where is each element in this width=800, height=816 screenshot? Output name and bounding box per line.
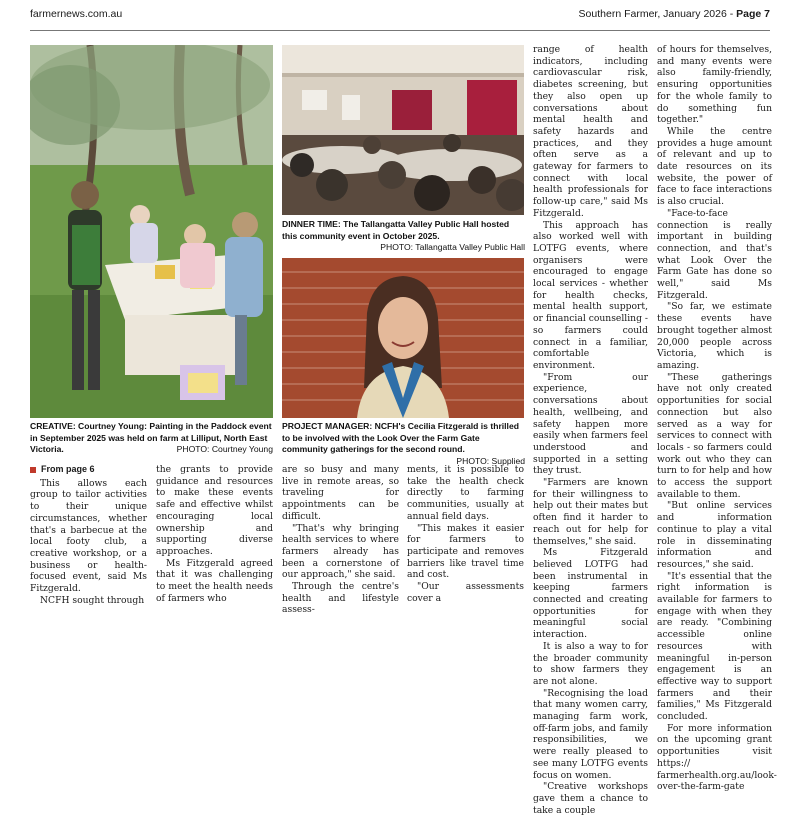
- manager-caption-text: PROJECT MANAGER: NCFH's Cecilia Fitzgerald is thrilled to be involved with the Look Over the Farm Gate community gatherings for the second round.: [282, 421, 519, 454]
- paragraph: ments, it is possible to take the health check directly to farming communities, usually at annual field days.: [407, 464, 524, 522]
- square-bullet-icon: [30, 467, 36, 473]
- paragraph: range of health indicators, including cardiovascular risk, diabetes screening, but they also open up conversations about mental health and safety hazards and practices, and they often serve as a gateway for farmers to connect with local health professionals for follow-up care," said Ms Fitzgerald.: [533, 44, 648, 219]
- site-name: farmernews.com.au: [30, 8, 123, 20]
- continued-from-label: From page 6: [41, 464, 95, 474]
- paragraph: Ms Fitzgerald agreed that it was challenging to meet the health needs of farmers who: [156, 557, 273, 604]
- paragraph: "So far, we estimate these events have brought together almost 20,000 people across Victoria, which is amazing.: [657, 301, 772, 371]
- paragraph: "It's essential that the right information is available for farmers to engage with when they are ready. "Combining accessible online resources with meaningful in-person engagement is an effective way to support farmers and their families," Ms Fitzgerald concluded.: [657, 570, 772, 723]
- painting-credit: PHOTO: Courtney Young: [176, 444, 273, 454]
- hall-caption: [282, 219, 525, 254]
- paragraph: "From our experience, conversations about health, wellbeing, and safety happen more easily when farmers feel understood and supported in a setting they trust.: [533, 371, 648, 477]
- article-column-3: [282, 464, 399, 616]
- paragraph: "But online services and information continue to play a vital role in disseminating information and resources," she said.: [657, 500, 772, 570]
- issue-line: [579, 8, 770, 20]
- article-column-6: [657, 44, 777, 793]
- paragraph: "Recognising the load that many women carry, managing farm work, off-farm jobs, and family responsibilities, we were really pleased to see many LOTFG events focus on women.: [533, 687, 648, 781]
- header-rule: [30, 30, 770, 31]
- paragraph: Through the centre's health and lifestyle assess-: [282, 581, 399, 616]
- continued-from: [30, 464, 147, 476]
- hall-caption-text: DINNER TIME: The Tallangatta Valley Public Hall hosted this community event in October 2025.: [282, 219, 510, 241]
- paragraph: "Face-to-face connection is really important in building connection, and that's what Look Over the Farm Gate has done so well," said Ms Fitzgerald.: [657, 207, 772, 301]
- hall-credit: PHOTO: Tallangatta Valley Public Hall: [380, 242, 525, 252]
- paragraph: For more information on the upcoming grant opportunities visit https:// farmerhealth.org.au/look-over-the-farm-gate: [657, 722, 777, 793]
- paragraph: "This makes it easier for farmers to participate and removes barriers like travel time and cost.: [407, 522, 524, 581]
- issue-text: Southern Farmer, January 2026 -: [578, 8, 737, 20]
- paragraph: This allows each group to tailor activities to their unique circumstances, whether that's a barbecue at the local footy club, a creative workshop, or a business or health-focused event, said Ms Fitzgerald.: [30, 477, 147, 595]
- article-column-5: [533, 44, 648, 816]
- paragraph: "That's why bringing health services to where farmers already has been a cornerstone of our approach," she said.: [282, 522, 399, 581]
- paragraph: This approach has also worked well with LOTFG events, where organisers were encouraged to engage local services - whether for health checks, mental health support, or financial counselling - so farmers could connect in a familiar, comfortable environment.: [533, 219, 649, 371]
- paragraph: It is also a way to for the broader community to show farmers they are not alone.: [533, 640, 648, 687]
- manager-caption: [282, 421, 525, 467]
- manager-credit: PHOTO: Supplied: [456, 455, 525, 466]
- page-number: Page 7: [736, 8, 770, 20]
- manager-photo: [282, 258, 524, 418]
- paragraph: "Creative workshops gave them a chance to take a couple: [533, 781, 648, 816]
- paragraph: NCFH sought through: [40, 594, 145, 606]
- paragraph: "These gatherings have not only created opportunities for social connection but also served as a way for services to connect with locals - so farmers could work out who they can turn to for help and how to access the support available to them.: [657, 371, 772, 500]
- paragraph: of hours for themselves, and many events were also family-friendly, ensuring opportunities for the whole family to do something fun together.": [657, 44, 772, 126]
- painting-caption: [30, 421, 273, 456]
- paragraph: "Farmers are known for their willingness to help out their mates but often find it harder to reach out for help for themselves," she said.: [533, 477, 648, 547]
- hall-photo-image: [282, 45, 524, 215]
- paragraph: "Our assessments cover a: [407, 581, 524, 604]
- paragraph: are so busy and many live in remote areas, so traveling for appointments can be difficult.: [282, 464, 399, 522]
- article-column-2: [156, 464, 273, 604]
- paragraph: While the centre provides a huge amount of relevant and up to date resources on its website, the power of face to face interactions is also crucial.: [657, 125, 772, 208]
- manager-photo-image: [282, 258, 524, 418]
- painting-photo-image: [30, 45, 273, 418]
- hall-photo: [282, 45, 524, 215]
- paragraph: Ms Fitzgerald believed LOTFG had been instrumental in keeping farmers connected and creating opportunities for meaningful social interaction.: [533, 547, 648, 641]
- painting-caption-text: CREATIVE: Courtney Young: Painting in the Paddock event in September 2025 was held on farm at Lilliput, North East Victoria.: [30, 421, 272, 454]
- article-column-1: [30, 464, 147, 606]
- paragraph: the grants to provide guidance and resources to make these events safe and effective whilst encouraging local ownership and supporting diverse approaches.: [156, 464, 273, 557]
- painting-photo: [30, 45, 273, 418]
- article-column-4: [407, 464, 524, 604]
